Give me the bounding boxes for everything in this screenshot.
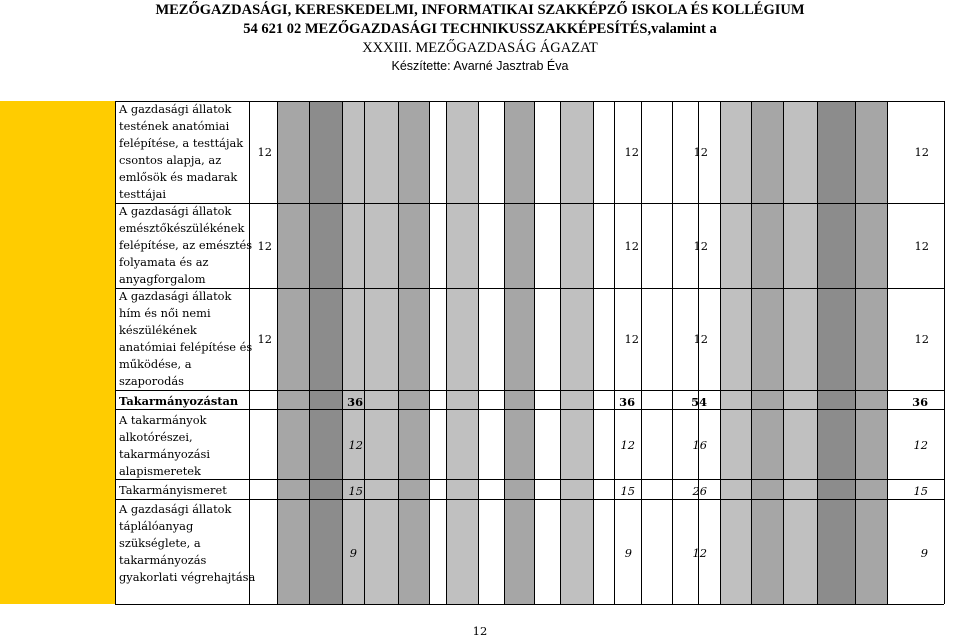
row-label-line: A gazdasági állatok <box>119 204 232 218</box>
shaded-column <box>720 101 751 604</box>
hours-value: 12 <box>348 438 363 452</box>
row-label-line: emlősök és madarak <box>119 170 238 184</box>
header-school-name: MEZŐGAZDASÁGI, KERESKEDELMI, INFORMATIKAI SZAKKÉPZŐ ISKOLA ÉS KOLLÉGIUM <box>155 2 805 18</box>
row-label-line: anyagforgalom <box>119 272 206 286</box>
row-label-line: A gazdasági állatok <box>119 502 232 516</box>
shaded-column <box>446 101 478 604</box>
shaded-column <box>560 101 593 604</box>
header-qualification: 54 621 02 MEZŐGAZDASÁGI TECHNIKUSSZAKKÉPESÍTÉS,valamint a <box>243 21 717 37</box>
hours-value: 9 <box>920 546 928 560</box>
hours-value: 12 <box>693 239 708 253</box>
hours-value: 12 <box>914 145 929 159</box>
row-label-line: felépítése, a testtájak <box>119 136 244 150</box>
row-label-line: alkotórészei, <box>119 430 193 444</box>
shaded-column <box>342 101 364 604</box>
row-label-line: A takarmányok <box>119 413 207 427</box>
header-author: Készítette: Avarné Jasztrab Éva <box>391 59 569 73</box>
row-label-line: takarmányozási <box>119 447 211 461</box>
hours-value: 12 <box>257 239 272 253</box>
row-label-line: szaporodás <box>119 374 185 388</box>
row-label-line: folyamata és az <box>119 255 209 269</box>
hours-value: 12 <box>693 145 708 159</box>
row-label-line: csontos alapja, az <box>119 153 222 167</box>
row-label-line: szükséglete, a <box>119 536 201 550</box>
hours-value: 12 <box>257 332 272 346</box>
hours-value: 12 <box>624 332 639 346</box>
row-label-line: gyakorlati végrehajtása <box>119 570 256 584</box>
hours-value: 12 <box>620 438 635 452</box>
shaded-column <box>817 101 855 604</box>
shaded-column <box>504 101 534 604</box>
shaded-column <box>751 101 783 604</box>
hours-value: 15 <box>348 484 363 498</box>
row-label-line: anatómiai felépítése és <box>119 340 253 354</box>
yellow-column <box>0 101 115 604</box>
hours-value: 12 <box>914 332 929 346</box>
hours-value: 36 <box>347 395 363 409</box>
row-label-line: emésztőkészülékének <box>119 221 245 235</box>
row-label-line: Takarmányismeret <box>119 483 227 497</box>
shaded-column <box>364 101 398 604</box>
hours-value: 15 <box>913 484 928 498</box>
hours-value: 36 <box>619 395 635 409</box>
row-label-line: működése, a <box>119 357 192 371</box>
row-label-line: Takarmányozástan <box>119 394 239 408</box>
row-label-line: felépítése, az emésztés <box>119 238 253 252</box>
row-label-line: hím és női nemi <box>119 306 211 320</box>
row-label-line: táplálóanyag <box>119 519 194 533</box>
hours-value: 36 <box>912 395 928 409</box>
row-label-line: A gazdasági állatok <box>119 289 232 303</box>
hours-value: 26 <box>692 484 707 498</box>
hours-value: 12 <box>624 145 639 159</box>
shaded-column <box>277 101 309 604</box>
shaded-column <box>398 101 429 604</box>
row-label-line: készülékének <box>119 323 197 337</box>
page-number: 12 <box>472 624 488 638</box>
header-sector: XXXIII. MEZŐGAZDASÁG ÁGAZAT <box>362 40 598 56</box>
hours-value: 16 <box>692 438 707 452</box>
hours-value: 15 <box>620 484 635 498</box>
hours-value: 12 <box>692 546 707 560</box>
shaded-column <box>309 101 342 604</box>
hours-value: 12 <box>914 239 929 253</box>
shaded-column <box>855 101 887 604</box>
row-label-line: testének anatómiai <box>119 119 230 133</box>
hours-value: 54 <box>691 395 707 409</box>
hours-value: 12 <box>257 145 272 159</box>
hours-value: 9 <box>349 546 357 560</box>
hours-value: 12 <box>693 332 708 346</box>
row-label-line: alapismeretek <box>119 464 201 478</box>
hours-value: 9 <box>624 546 632 560</box>
hours-value: 12 <box>624 239 639 253</box>
row-label-line: A gazdasági állatok <box>119 102 232 116</box>
hours-value: 12 <box>913 438 928 452</box>
row-label-line: testtájai <box>119 187 167 201</box>
shaded-column <box>783 101 817 604</box>
row-label-line: takarmányozás <box>119 553 207 567</box>
